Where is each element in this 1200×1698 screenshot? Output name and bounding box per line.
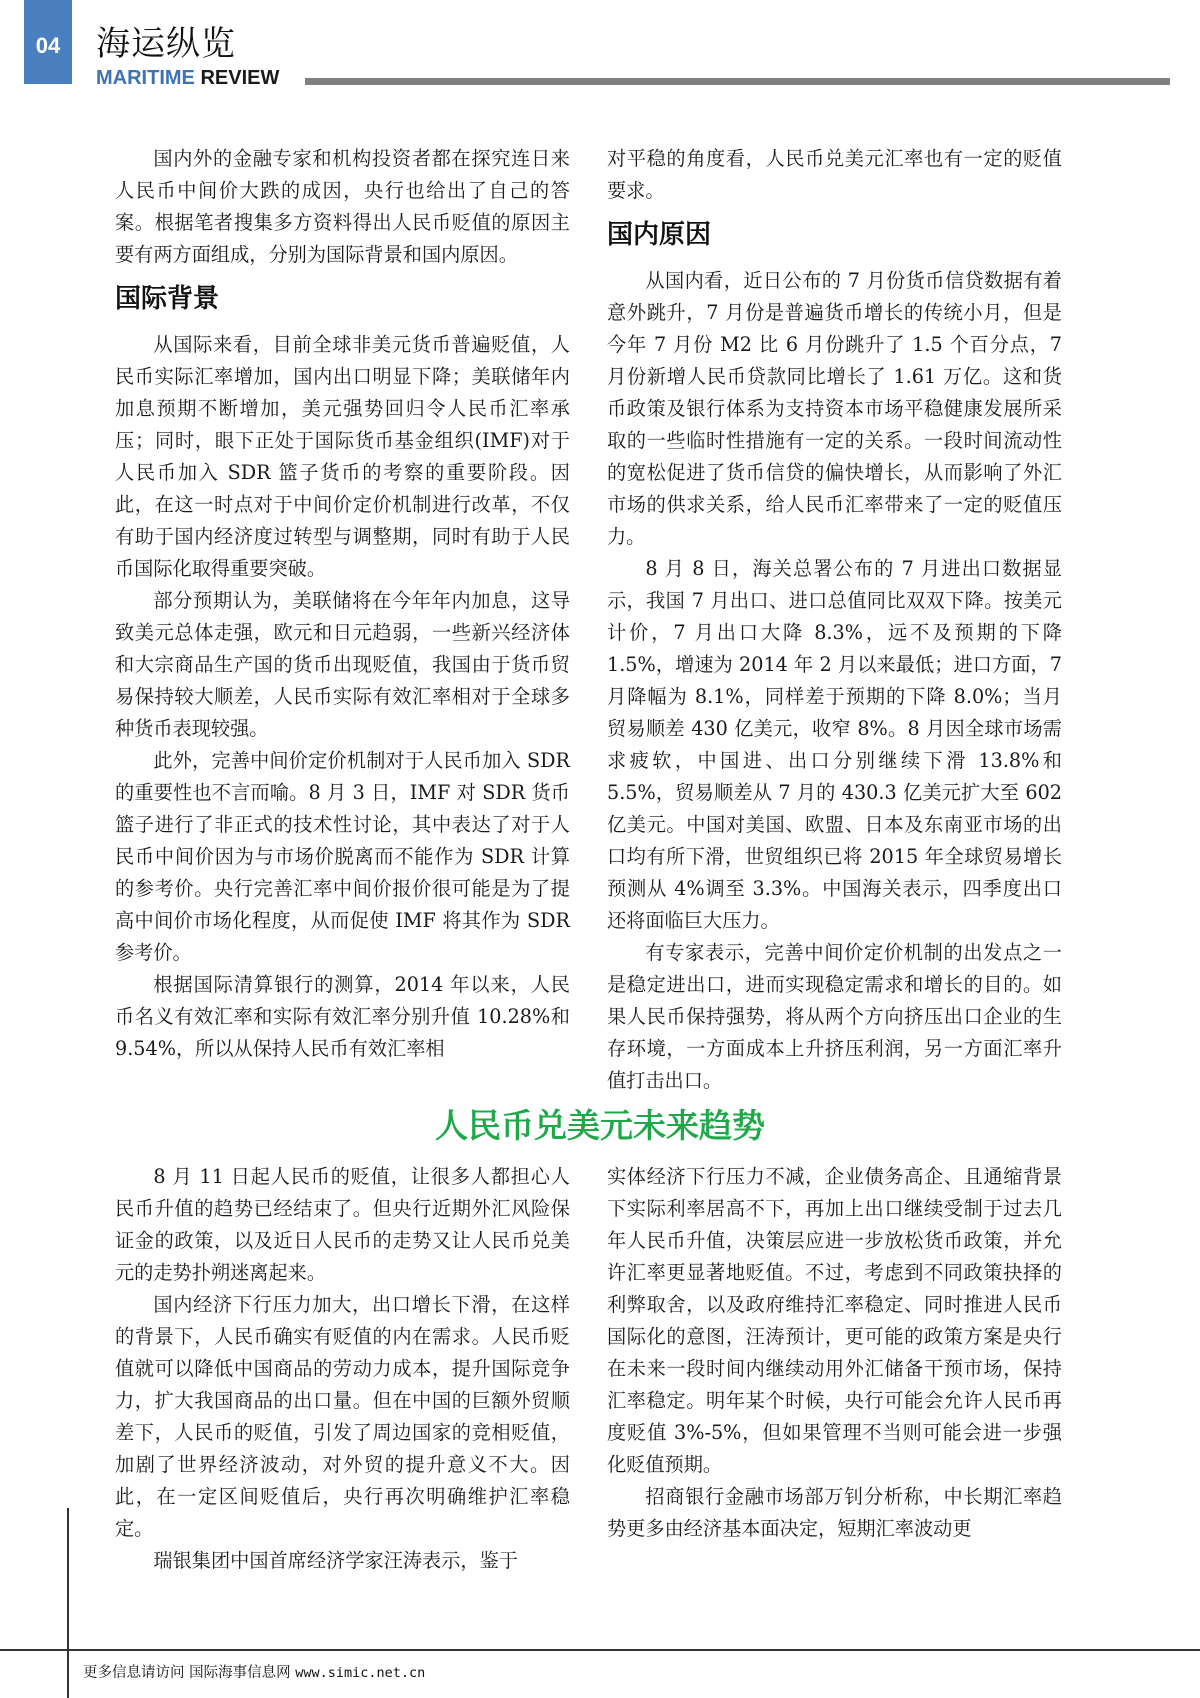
header-rule: [305, 78, 1170, 85]
footer-horizontal-rule: [0, 1649, 1200, 1651]
heading-domestic-reasons: 国内原因: [607, 220, 712, 250]
paragraph: 从国内看，近日公布的 7 月份货币信贷数据有着意外跳升，7 月份是普遍货币增长的传统小月，但是今年 7 月份 M2 比 6 月份跳升了 1.5 个百分点，7 月份新增人民币贷款同比增长了 1.61 万亿。这和货币政策及银行体系为支持资本市场平稳健康发展所采取的一些临时性措施有一定的关系。一段时间流动性的宽松促进了货币信贷的偏快增长，从而影响了外汇市场的供求关系，给人民币汇率带来了一定的贬值压力。: [607, 269, 1062, 548]
footer-url[interactable]: www.simic.net.cn: [295, 1665, 426, 1681]
paragraph-continued: 实体经济下行压力不减，企业债务高企、且通缩背景下实际利率居高不下，再加上出口继续受制于过去几年人民币升值，决策层应进一步放松货币政策，并允许汇率更显著地贬值。不过，考虑到不同政策抉择的利弊取舍，以及政府维持汇率稳定、同时推进人民币国际化的意图，汪涛预计，更可能的政策方案是央行在未来一段时间内继续动用外汇储备干预市场，保持汇率稳定。明年某个时候，央行可能会允许人民币再度贬值 3%-5%，但如果管理不当则可能会进一步强化贬值预期。: [607, 1165, 1062, 1476]
footer-text: 更多信息请访问 国际海事信息网: [83, 1665, 296, 1681]
paragraph-continued: 对平稳的角度看，人民币兑美元汇率也有一定的贬值要求。: [607, 147, 1062, 202]
paragraph: 从国际来看，目前全球非美元货币普遍贬值，人民币实际汇率增加，国内出口明显下降；美联储年内加息预期不断增加，美元强势回归令人民币汇率承压；同时，眼下正处于国际货币基金组织(IMF)对于人民币加入 SDR 篮子货币的考察的重要阶段。因此，在这一时点对于中间价定价机制进行改革，不仅有助于国内经济度过转型与调整期，同时有助于人民币国际化取得重要突破。: [115, 333, 570, 580]
paragraph: 根据国际清算银行的测算，2014 年以来，人民币名义有效汇率和实际有效汇率分别升值 10.28%和 9.54%，所以从保持人民币有效汇率相: [115, 973, 570, 1060]
magazine-subtitle: [96, 67, 279, 89]
page-number-badge: [24, 0, 72, 84]
column-4: [607, 1161, 1062, 1545]
footer: [83, 1661, 425, 1682]
paragraph: 有专家表示，完善中间价定价机制的出发点之一是稳定进出口，进而实现稳定需求和增长的目的。如果人民币保持强势，将从两个方向挤压出口企业的生存环境，一方面成本上升挤压利润，另一方面汇率升值打击出口。: [607, 941, 1062, 1092]
paragraph: 8 月 8 日，海关总署公布的 7 月进出口数据显示，我国 7 月出口、进口总值同比双双下降。按美元计价，7 月出口大降 8.3%，远不及预期的下降 1.5%，增速为 2014 年 2 月以来最低；进口方面，7 月降幅为 8.1%，同样差于预期的下降 8.0%；当月贸易顺差 430 亿美元，收窄 8%。8 月因全球市场需求疲软，中国进、出口分别继续下滑 13.8%和 5.5%，贸易顺差从 7 月的 430.3 亿美元扩大至 602 亿美元。中国对美国、欧盟、日本及东南亚市场的出口均有所下滑，世贸组织已将 2015 年全球贸易增长预测从 4%调至 3.3%。中国海关表示，四季度出口还将面临巨大压力。: [607, 557, 1062, 932]
subtitle-review: REVIEW: [200, 67, 280, 89]
page-number: 04: [35, 33, 61, 58]
column-1: [115, 143, 570, 1065]
section-title: 人民币兑美元未来趋势: [435, 1106, 765, 1145]
paragraph: 部分预期认为，美联储将在今年年内加息，这导致美元总体走强，欧元和日元趋弱，一些新兴经济体和大宗商品生产国的货币出现贬值，我国由于货币贸易保持较大顺差，人民币实际有效汇率相对于全球多种货币表现较强。: [115, 589, 570, 740]
paragraph: 招商银行金融市场部万钊分析称，中长期汇率趋势更多由经济基本面决定，短期汇率波动更: [607, 1485, 1062, 1540]
paragraph: 此外，完善中间价定价机制对于人民币加入 SDR 的重要性也不言而喻。8 月 3 日，IMF 对 SDR 货币篮子进行了非正式的技术性讨论，其中表达了对于人民币中间价因为与市场价脱离而不能作为 SDR 计算的参考价。央行完善汇率中间价报价很可能是为了提高中间价市场化程度，从而促使 IMF 将其作为 SDR 参考价。: [115, 749, 570, 964]
paragraph: 国内经济下行压力加大，出口增长下滑，在这样的背景下，人民币确实有贬值的内在需求。人民币贬值就可以降低中国商品的劳动力成本，提升国际竞争力，扩大我国商品的出口量。但在中国的巨额外贸顺差下，人民币的贬值，引发了周边国家的竞相贬值，加剧了世界经济波动，对外贸的提升意义不大。因此，在一定区间贬值后，央行再次明确维护汇率稳定。: [115, 1293, 570, 1540]
paragraph: 8 月 11 日起人民币的贬值，让很多人都担心人民币升值的趋势已经结束了。但央行近期外汇风险保证金的政策，以及近日人民币的走势又让人民币兑美元的走势扑朔迷离起来。: [115, 1165, 570, 1284]
column-2: [607, 143, 1062, 1097]
column-3: [115, 1161, 570, 1577]
magazine-title: 海运纵览: [96, 24, 236, 64]
intro-paragraph: 国内外的金融专家和机构投资者都在探究连日来人民币中间价大跌的成因，央行也给出了自己的答案。根据笔者搜集多方资料得出人民币贬值的原因主要有两方面组成，分别为国际背景和国内原因。: [115, 147, 570, 266]
footer-vertical-rule: [67, 1508, 69, 1698]
heading-international-background: 国际背景: [115, 284, 220, 314]
paragraph: 瑞银集团中国首席经济学家汪涛表示，鉴于: [153, 1549, 518, 1572]
subtitle-maritime: MARITIME: [96, 67, 195, 89]
